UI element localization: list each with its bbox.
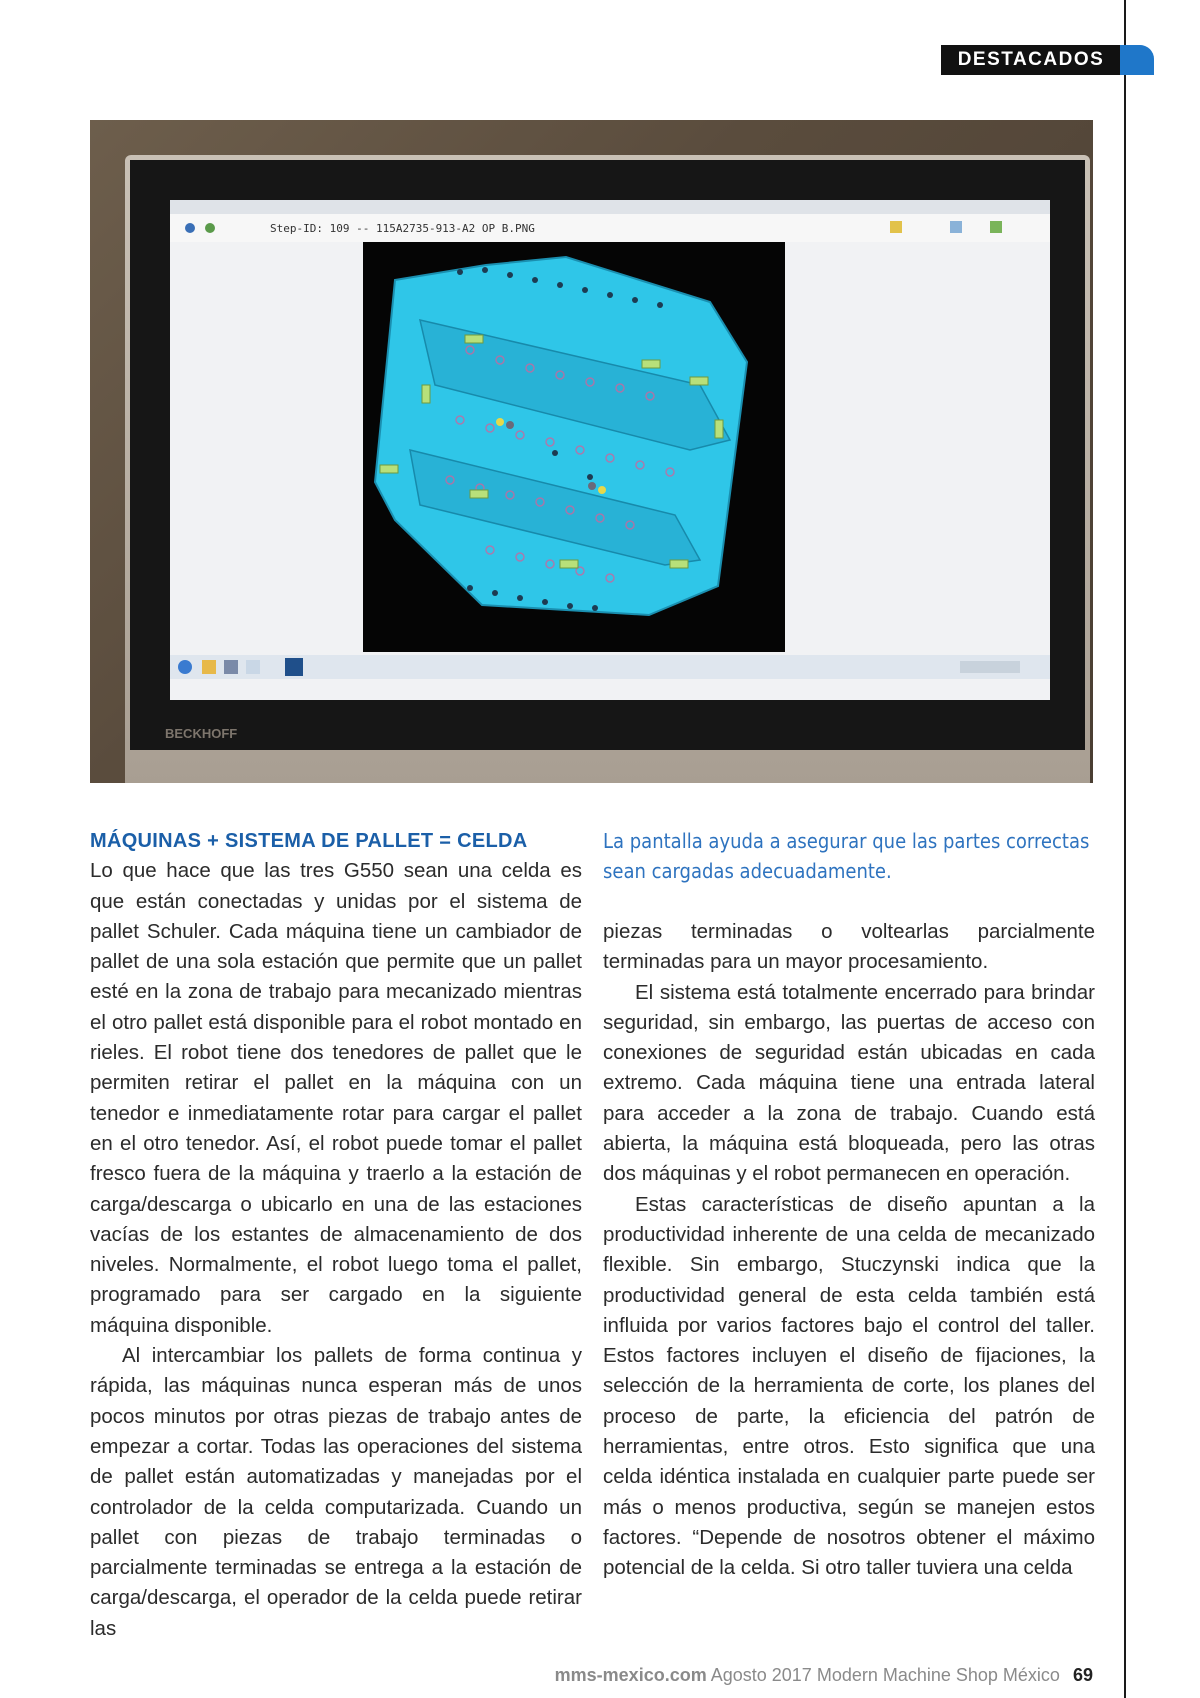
right-column — [603, 917, 1095, 1584]
toolbar-search-icon — [205, 223, 215, 233]
footer-issue: Agosto 2017 Modern Machine Shop México — [710, 1665, 1060, 1685]
taskbar-active-app-icon — [285, 658, 303, 676]
page-number: 69 — [1072, 1665, 1093, 1685]
page-edge-rule — [1124, 0, 1126, 1698]
bezel-brand: BECKHOFF — [165, 726, 238, 741]
section-tab: DESTACADOS — [941, 45, 1121, 75]
toolbar-check-icon — [990, 221, 1002, 233]
page-footer — [0, 1665, 1093, 1686]
section-subhead: MÁQUINAS + SISTEMA DE PALLET = CELDA — [90, 830, 528, 852]
start-icon — [178, 660, 192, 674]
toolbar-image-icon — [950, 221, 962, 233]
window-titlebar — [170, 200, 1050, 214]
right-paragraph-2: El sistema está totalmente encerrado para brindar seguridad, sin embargo, las puertas de acceso con conexiones de seguridad están ubicadas en cada extremo. Cada máquina tiene una entrada lateral para acceder a la zona de trabajo. Cuando está abierta, la máquina está bloqueada, pero las otras dos máquinas y el robot permanecen en operación. — [603, 980, 1095, 1186]
footer-site: mms-mexico.com — [554, 1665, 707, 1685]
datum-marker — [496, 418, 504, 426]
system-tray — [960, 661, 1020, 673]
monitor-illustration — [90, 120, 1093, 783]
monitor-photo — [90, 120, 1093, 783]
left-paragraph-2: Al intercambiar los pallets de forma continua y rápida, las máquinas nunca esperan más de unos pocos minutos por otras piezas de trabajo antes de empezar a cortar. Todas las operaciones del sistema de pallet están automatizadas y manejadas por el controlador de la celda computarizada. Cuando un pallet con piezas de trabajo terminadas o parcialmente terminadas se entrega a la estación de carga/descarga, el operador de la celda puede retirar las — [90, 1344, 582, 1640]
right-paragraph-3: Estas características de diseño apuntan a la productividad inherente de una celda de mecanizado flexible. Sin embargo, Stuczynski indica que la productividad general de esta celda también está influida por varios factores bajo el control del taller. Estos factores incluyen el diseño de fijaciones, la selección de la herramienta de corte, los planes del proceso de parte, la eficiencia del patrón de herramientas, entre otros. Esto significa que una celda idéntica instalada en cualquier parte puede ser más o menos productiva, según se manejen estos factores. “Depende de nosotros obtener el máximo potencial de la celda. Si otro taller tuviera una celda — [603, 1192, 1095, 1580]
left-paragraph-1: Lo que hace que las tres G550 sean una celda es que están conectadas y unidas por el sistema de pallet Schuler. Cada máquina tiene un cambiador de pallet de una sola estación que permite que un pallet esté en la zona de trabajo para mecanizado mientras el otro pallet está disponible para el robot montado en rieles. El robot tiene dos tenedores de pallet que le permiten retirar el pallet en la máquina con un tenedor e inmediatamente rotar para cargar el pallet en el otro tenedor. Así, el robot puede tomar el pallet fresco fuera de la máquina y traerlo a la estación de carga/descarga o ubicarlo en una de las estaciones vacías de los estantes de almacenamiento de dos niveles. Normalmente, el robot luego toma el pallet, programado para ser cargado en la siguiente máquina disponible. — [90, 859, 582, 1337]
section-tab-accent — [1120, 45, 1154, 75]
toolbar-pencil-icon — [890, 221, 902, 233]
step-id-label: Step-ID: 109 -- 115A2735-913-A2 OP B.PNG — [270, 222, 535, 235]
right-paragraph-1: piezas terminadas o voltearlas parcialmente terminadas para un mayor procesamiento. — [603, 920, 1095, 974]
taskbar-media-icon — [224, 660, 238, 674]
locator-pin — [506, 421, 514, 429]
datum-marker — [598, 486, 606, 494]
locator-pin — [588, 482, 596, 490]
taskbar-folder-icon — [202, 660, 216, 674]
taskbar-app-icon — [246, 660, 260, 674]
toolbar-app-icon — [185, 223, 195, 233]
left-column — [90, 826, 582, 1644]
photo-caption: La pantalla ayuda a asegurar que las partes correctas sean cargadas adecuadamente. — [603, 829, 1090, 884]
